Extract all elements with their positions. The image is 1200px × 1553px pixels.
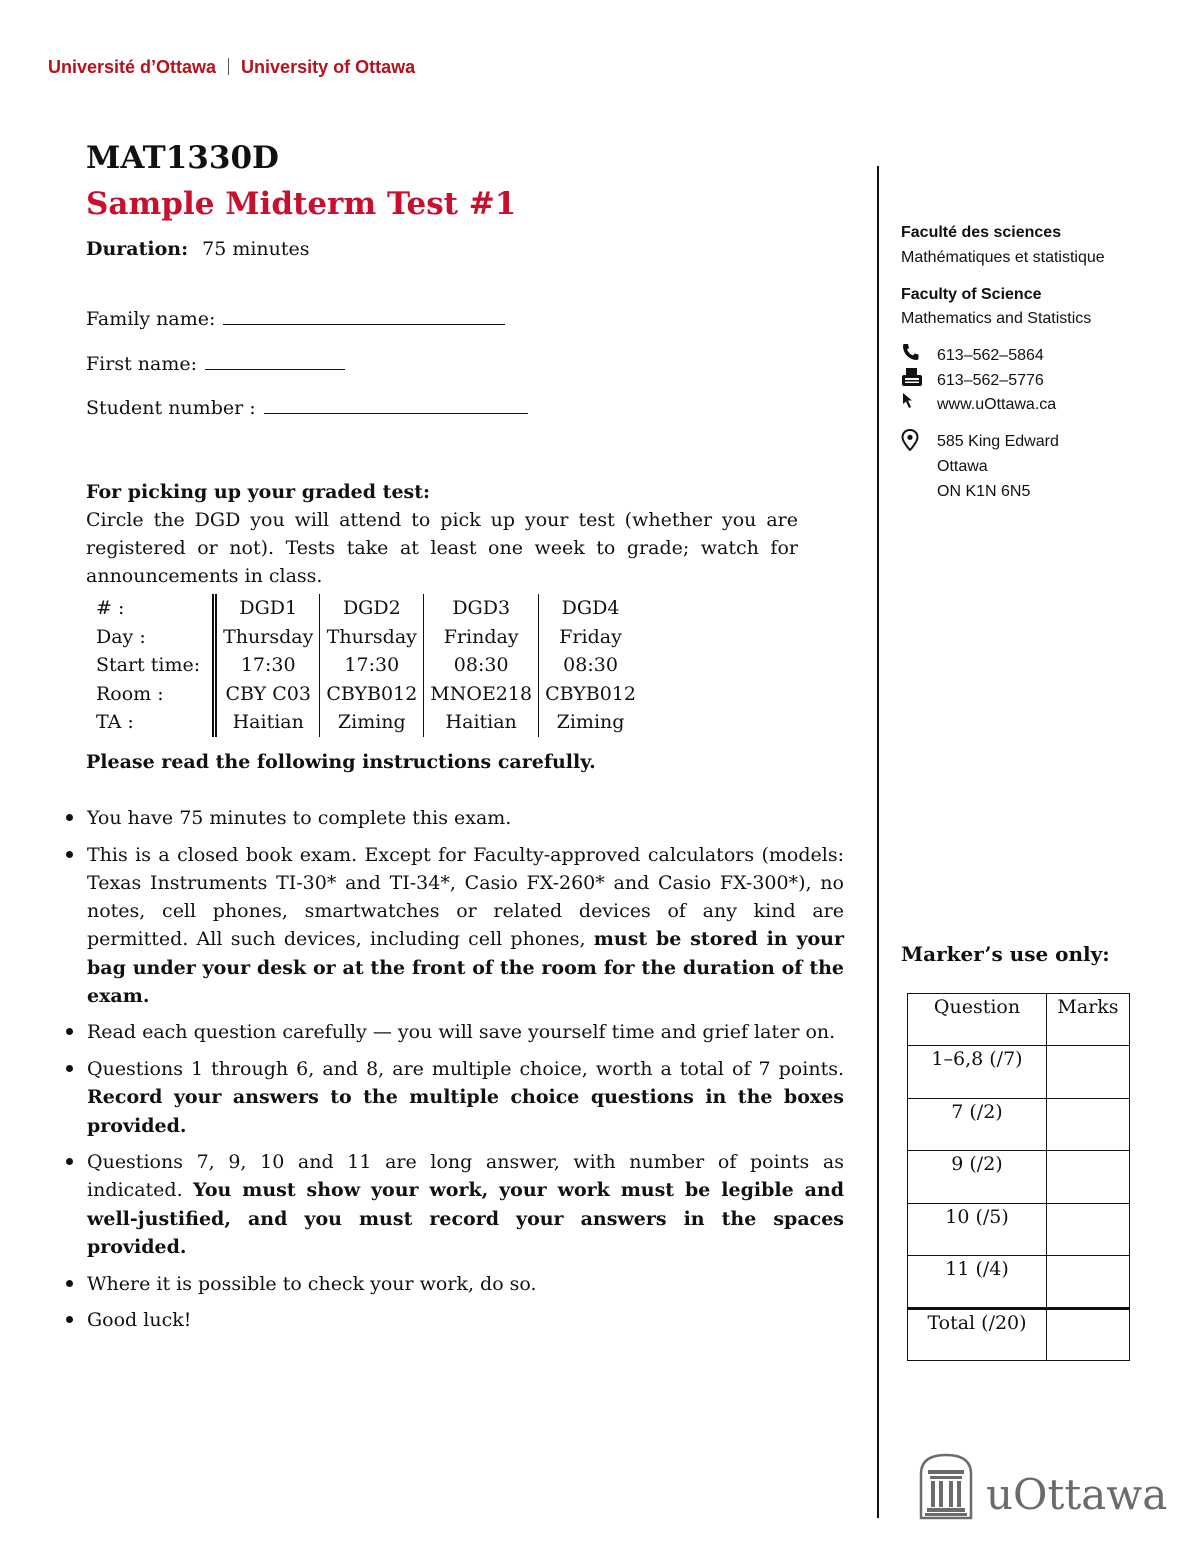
instruction-text: This is a closed book exam. Except for Faculty-approved calculators (models: Texas Instruments TI-30* and TI-34*, Casio FX-260* and Casio FX-300*), no notes, cell phones, smartwatches or related devices of any kind are permitted. All such devices, including cell phones, [87, 843, 844, 951]
bullet-icon [66, 851, 73, 858]
duration-value: 75 minutes [202, 238, 310, 260]
question-cell: 9 (/2) [908, 1151, 1047, 1204]
instruction-emphasis: must be stored in your bag under your desk or at the front of the room for the duration of the exam. [87, 928, 844, 1007]
instruction-text: Read each question carefully — you will save yourself time and grief later on. [87, 1021, 836, 1044]
dgd-cell[interactable]: Haitian [215, 708, 320, 737]
family-name-field[interactable] [86, 306, 505, 330]
bullet-icon [66, 1316, 73, 1323]
fax-icon [901, 367, 937, 395]
address-line-3: ON K1N 6N5 [937, 483, 1031, 500]
instruction-item [62, 1018, 844, 1046]
dgd-cell[interactable]: DGD2 [320, 594, 424, 623]
marker-use-label: Marker’s use only: [901, 942, 1110, 966]
sidebar-divider [877, 166, 879, 1518]
instruction-item [62, 1055, 844, 1140]
dgd-row-label: Start time: [96, 654, 201, 677]
instruction-item [62, 1148, 844, 1261]
website-url[interactable]: www.uOttawa.ca [937, 396, 1057, 414]
department-name-en: Mathematics and Statistics [901, 310, 1092, 327]
pickup-heading: For picking up your graded test: [86, 481, 431, 503]
question-cell: 7 (/2) [908, 1098, 1047, 1151]
marker-table-row [908, 1098, 1130, 1151]
address-line-1: 585 King Edward [937, 433, 1059, 450]
instruction-item [62, 1270, 844, 1298]
first-name-line[interactable] [205, 351, 345, 370]
dgd-table-row [86, 651, 642, 680]
question-column-header: Question [908, 994, 1047, 1046]
dgd-table-row [86, 708, 642, 737]
instructions-heading: Please read the following instructions carefully. [86, 751, 596, 773]
student-number-label: Student number : [86, 397, 256, 419]
dgd-cell[interactable]: Frinday [424, 623, 539, 652]
dgd-table-row [86, 623, 642, 652]
marker-table-row [908, 1256, 1130, 1309]
marker-table-row [908, 1151, 1130, 1204]
marks-cell[interactable] [1047, 1203, 1130, 1256]
contact-phone [901, 342, 1044, 370]
duration-label: Duration: [86, 238, 189, 260]
instruction-text: Questions 1 through 6, and 8, are multiple choice, worth a total of 7 points. [87, 1058, 844, 1081]
total-marks-cell[interactable] [1047, 1308, 1130, 1361]
contact-web [901, 392, 1056, 418]
instruction-item [62, 841, 844, 1010]
uottawa-logo-text: uOttawa [986, 1470, 1168, 1519]
dgd-cell[interactable]: 17:30 [215, 651, 320, 680]
instruction-item [62, 1306, 844, 1334]
dgd-table-row [86, 594, 642, 623]
dgd-row-label: Room : [96, 682, 164, 705]
dgd-cell[interactable]: DGD1 [215, 594, 320, 623]
dgd-cell[interactable]: Haitian [424, 708, 539, 737]
duration [86, 238, 310, 260]
dgd-cell[interactable]: DGD4 [539, 594, 642, 623]
dgd-cell[interactable]: Thursday [215, 623, 320, 652]
student-number-line[interactable] [264, 395, 528, 414]
bullet-icon [66, 1158, 73, 1165]
dgd-cell[interactable]: CBYB012 [539, 680, 642, 709]
university-name-fr: Université d’Ottawa [48, 57, 217, 77]
contact-address [901, 429, 1059, 504]
instruction-text: Questions 7, 9, 10 and 11 are long answer, with number of points as indicated. [87, 1151, 844, 1202]
dgd-cell[interactable]: CBYB012 [320, 680, 424, 709]
bullet-icon [66, 1028, 73, 1035]
uottawa-building-logo-icon [916, 1452, 976, 1525]
dgd-cell[interactable]: Friday [539, 623, 642, 652]
dgd-cell[interactable]: Ziming [539, 708, 642, 737]
bullet-icon [66, 1280, 73, 1287]
phone-icon [901, 342, 937, 370]
exam-title: Sample Midterm Test #1 [86, 186, 517, 222]
instruction-text: Good luck! [87, 1309, 192, 1332]
marks-cell[interactable] [1047, 1256, 1130, 1309]
marks-cell[interactable] [1047, 1046, 1130, 1099]
instruction-text: Where it is possible to check your work, do so. [87, 1272, 537, 1295]
pickup-body: Circle the DGD you will attend to pick up your test (whether you are registered or not). Tests take at least one week to grade; watch for announcements in class. [86, 509, 798, 587]
marks-cell[interactable] [1047, 1151, 1130, 1204]
marks-column-header: Marks [1047, 994, 1130, 1046]
dgd-cell[interactable]: Thursday [320, 623, 424, 652]
bullet-icon [66, 814, 73, 821]
cursor-icon [901, 392, 937, 418]
first-name-field[interactable] [86, 351, 345, 375]
dgd-cell[interactable]: 17:30 [320, 651, 424, 680]
university-header [48, 57, 415, 78]
family-name-line[interactable] [223, 306, 505, 325]
dgd-table [86, 594, 642, 737]
fax-number: 613–562–5776 [937, 372, 1044, 390]
dgd-cell[interactable]: 08:30 [424, 651, 539, 680]
dgd-row-label: Day : [96, 625, 146, 648]
university-name-en: University of Ottawa [241, 57, 416, 77]
faculty-name-en: Faculty of Science [901, 286, 1042, 303]
marks-cell[interactable] [1047, 1098, 1130, 1151]
total-label-cell: Total (/20) [908, 1308, 1047, 1361]
department-name-fr: Mathématiques et statistique [901, 249, 1105, 266]
question-cell: 1–6,8 (/7) [908, 1046, 1047, 1099]
marker-table-header [908, 994, 1130, 1046]
instruction-emphasis: Record your answers to the multiple choice questions in the boxes provided. [87, 1086, 844, 1137]
marker-table-row [908, 1046, 1130, 1099]
instruction-text: You have 75 minutes to complete this exam. [87, 807, 512, 829]
phone-number: 613–562–5864 [937, 347, 1044, 365]
marker-total-row [908, 1308, 1130, 1361]
dgd-cell[interactable]: CBY C03 [215, 680, 320, 709]
dgd-row-label: TA : [96, 711, 134, 734]
marker-table-row [908, 1203, 1130, 1256]
instruction-emphasis: You must show your work, your work must be legible and well-justified, and you must record your answers in the spaces provided. [87, 1179, 844, 1258]
dgd-cell[interactable]: Ziming [320, 708, 424, 737]
instructions-list [62, 804, 844, 1343]
header-divider [228, 58, 229, 75]
instruction-item [62, 804, 844, 832]
question-cell: 11 (/4) [908, 1256, 1047, 1309]
student-number-field[interactable] [86, 395, 528, 419]
dgd-cell[interactable]: DGD3 [424, 594, 539, 623]
course-code: MAT1330D [86, 140, 279, 176]
bullet-icon [66, 1065, 73, 1072]
dgd-row-label: # : [96, 597, 125, 620]
question-cell: 10 (/5) [908, 1203, 1047, 1256]
dgd-cell[interactable]: MNOE218 [424, 680, 539, 709]
dgd-cell[interactable]: 08:30 [539, 651, 642, 680]
marker-table [907, 993, 1130, 1361]
family-name-label: Family name: [86, 308, 216, 330]
first-name-label: First name: [86, 353, 197, 375]
address-line-2: Ottawa [937, 458, 988, 475]
contact-fax [901, 367, 1044, 395]
pickup-section [86, 478, 798, 590]
faculty-name-fr: Faculté des sciences [901, 224, 1062, 241]
location-pin-icon [901, 429, 937, 459]
dgd-table-row [86, 680, 642, 709]
